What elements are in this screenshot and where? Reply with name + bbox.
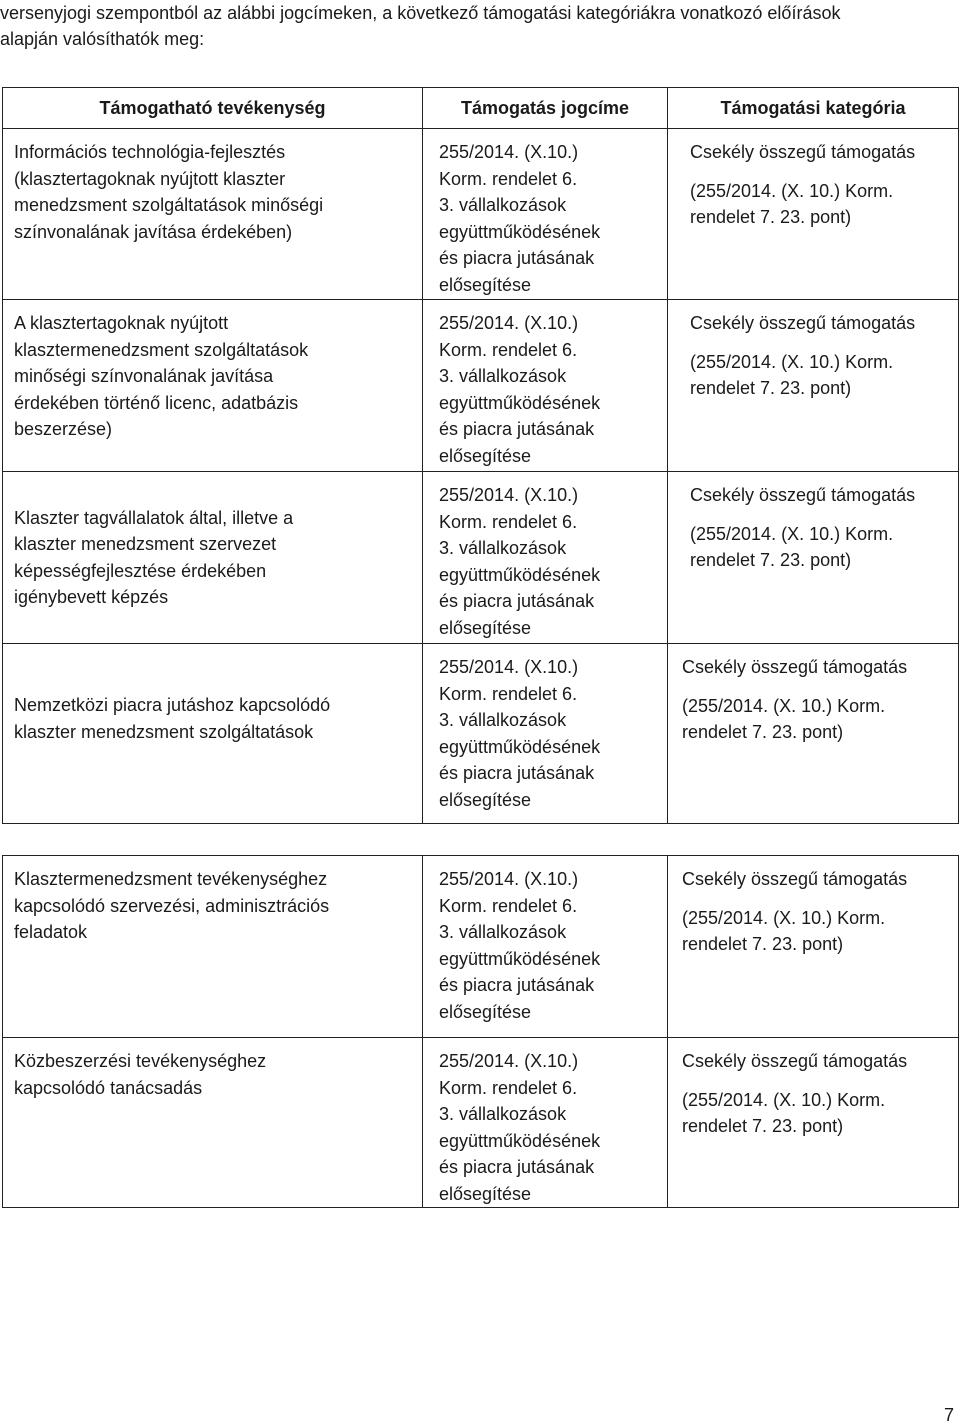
table-row	[3, 129, 959, 300]
header-activity: Támogatható tevékenység	[3, 88, 423, 129]
table-row	[3, 472, 959, 644]
header-legal-basis: Támogatás jogcíme	[423, 88, 668, 129]
legal-basis-cell: 255/2014. (X.10.) Korm. rendelet 6. 3. vállalkozások együttműködésének és piacra jutásának elősegítése	[439, 485, 601, 638]
legal-basis-cell: 255/2014. (X.10.) Korm. rendelet 6. 3. vállalkozások együttműködésének és piacra jutásának elősegítése	[439, 142, 601, 295]
header-category: Támogatási kategória	[668, 88, 959, 129]
table-header-row	[3, 88, 959, 129]
category-cell: Csekély összegű támogatás	[690, 313, 916, 333]
activity-cell: Közbeszerzési tevékenységhez kapcsolódó tanácsadás	[14, 1051, 267, 1098]
table-row	[3, 300, 959, 472]
category-ref: (255/2014. (X. 10.) Korm. rendelet 7. 23. pont)	[690, 351, 894, 398]
category-cell: Csekély összegű támogatás	[690, 142, 916, 162]
intro-paragraph: versenyjogi szempontból az alábbi jogcímeken, a következő támogatási kategóriákra vonatkozó előírások alapján valósíthatók meg:	[0, 3, 841, 49]
category-ref: (255/2014. (X. 10.) Korm. rendelet 7. 23. pont)	[682, 1089, 886, 1136]
table-row	[3, 856, 959, 1038]
legal-basis-cell: 255/2014. (X.10.) Korm. rendelet 6. 3. vállalkozások együttműködésének és piacra jutásának elősegítése	[439, 313, 601, 466]
activity-cell: Klasztermenedzsment tevékenységhez kapcsolódó szervezési, adminisztrációs feladatok	[14, 869, 330, 942]
category-cell: Csekély összegű támogatás	[690, 485, 916, 505]
category-cell: Csekély összegű támogatás	[682, 657, 908, 677]
category-ref: (255/2014. (X. 10.) Korm. rendelet 7. 23. pont)	[682, 907, 886, 954]
legal-basis-cell: 255/2014. (X.10.) Korm. rendelet 6. 3. vállalkozások együttműködésének és piacra jutásának elősegítése	[439, 657, 601, 810]
legal-basis-cell: 255/2014. (X.10.) Korm. rendelet 6. 3. vállalkozások együttműködésének és piacra jutásának elősegítése	[439, 869, 601, 1022]
category-ref: (255/2014. (X. 10.) Korm. rendelet 7. 23. pont)	[690, 180, 894, 227]
activity-cell: Klaszter tagvállalatok által, illetve a klaszter menedzsment szervezet képességfejlesztése érdekében igénybevett képzés	[14, 507, 294, 607]
support-table-2	[2, 855, 959, 1208]
category-cell: Csekély összegű támogatás	[682, 1051, 908, 1071]
activity-cell: Nemzetközi piacra jutáshoz kapcsolódó klaszter menedzsment szolgáltatások	[14, 695, 331, 742]
category-ref: (255/2014. (X. 10.) Korm. rendelet 7. 23. pont)	[690, 523, 894, 570]
category-ref: (255/2014. (X. 10.) Korm. rendelet 7. 23. pont)	[682, 695, 886, 742]
activity-cell: A klasztertagoknak nyújtott klasztermenedzsment szolgáltatások minőségi színvonalának javítása érdekében történő licenc, adatbázis beszerzése)	[14, 313, 309, 439]
table-row	[3, 1038, 959, 1208]
page-number: 7	[943, 1405, 954, 1425]
support-table-1	[2, 87, 959, 824]
activity-cell: Információs technológia-fejlesztés (klasztertagoknak nyújtott klaszter menedzsment szolgáltatások minőségi színvonalának javítása érdekében)	[14, 142, 324, 242]
legal-basis-cell: 255/2014. (X.10.) Korm. rendelet 6. 3. vállalkozások együttműködésének és piacra jutásának elősegítése	[439, 1051, 601, 1204]
category-cell: Csekély összegű támogatás	[682, 869, 908, 889]
table-row	[3, 644, 959, 824]
